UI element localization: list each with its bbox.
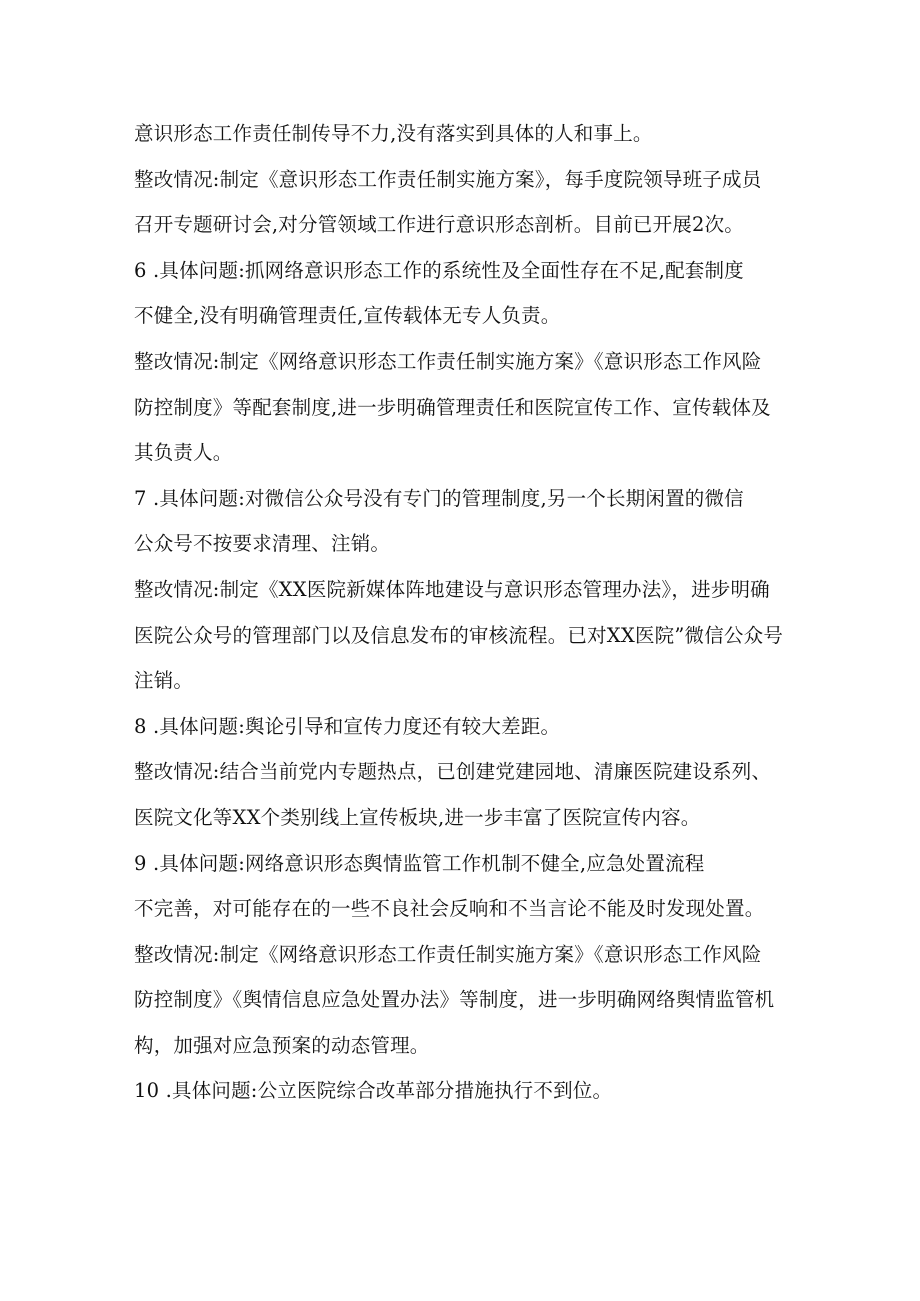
text-line: 10 .具体问题:公立医院综合改革部分措施执行不到位。 xyxy=(134,1079,613,1103)
text-line: 不完善，对可能存在的一些不良社会反响和不当言论不能及时发现处置。 xyxy=(134,897,765,921)
text-line: 注销。 xyxy=(134,669,194,693)
text-line: 整改情况:制定《意识形态工作责任制实施方案》，每手度院领导班子成员 xyxy=(134,167,762,191)
text-line: 整改情况:制定《网络意识形态工作责任制实施方案》《意识形态工作风险 xyxy=(134,349,762,373)
text-line: 防控制度》等配套制度,进一步明确管理责任和医院宣传工作、宣传载体及 xyxy=(134,395,771,419)
text-line: 不健全,没有明确管理责任,宣传载体无专人负责。 xyxy=(134,304,561,328)
text-line: 整改情况:制定《XX医院新媒体阵地建设与意识形态管理办法》，进步明确 xyxy=(134,577,770,601)
text-line: 其负责人。 xyxy=(134,441,233,465)
text-line: 整改情况:制定《网络意识形态工作责任制实施方案》《意识形态工作风险 xyxy=(134,942,762,966)
document-body xyxy=(134,111,794,1114)
text-line: 8 .具体问题:舆论引导和宣传力度还有较大差距。 xyxy=(134,714,561,738)
text-line: 召开专题研讨会,对分管领域工作进行意识形态剖析。目前已开展2次。 xyxy=(134,213,745,237)
text-line: 医院文化等XX个类别线上宣传板块,进一步丰富了医院宣传内容。 xyxy=(134,805,701,829)
text-line: 6 .具体问题:抓网络意识形态工作的系统性及全面性存在不足,配套制度 xyxy=(134,258,744,282)
text-line: 9 .具体问题:网络意识形态舆情监管工作机制不健全,应急处置流程 xyxy=(134,851,705,875)
text-line: 意识形态工作责任制传导不力,没有落实到具体的人和事上。 xyxy=(134,122,653,145)
text-line: 整改情况:结合当前党内专题热点，已创建党建园地、清廉医院建设系列、 xyxy=(134,760,772,784)
text-line: 7 .具体问题:对微信公众号没有专门的管理制度,另一个长期闲置的微信 xyxy=(134,486,744,510)
text-line: 公众号不按要求清理、注销。 xyxy=(134,532,391,556)
text-line: 构，加强对应急预案的动态管理。 xyxy=(134,1033,430,1057)
text-line: 医院公众号的管理部门以及信息发布的审核流程。已对XX医院”微信公众号 xyxy=(134,623,784,647)
text-line: 防控制度》《舆情信息应急处置办法》等制度，进一步明确网络舆情监管机 xyxy=(134,988,775,1012)
